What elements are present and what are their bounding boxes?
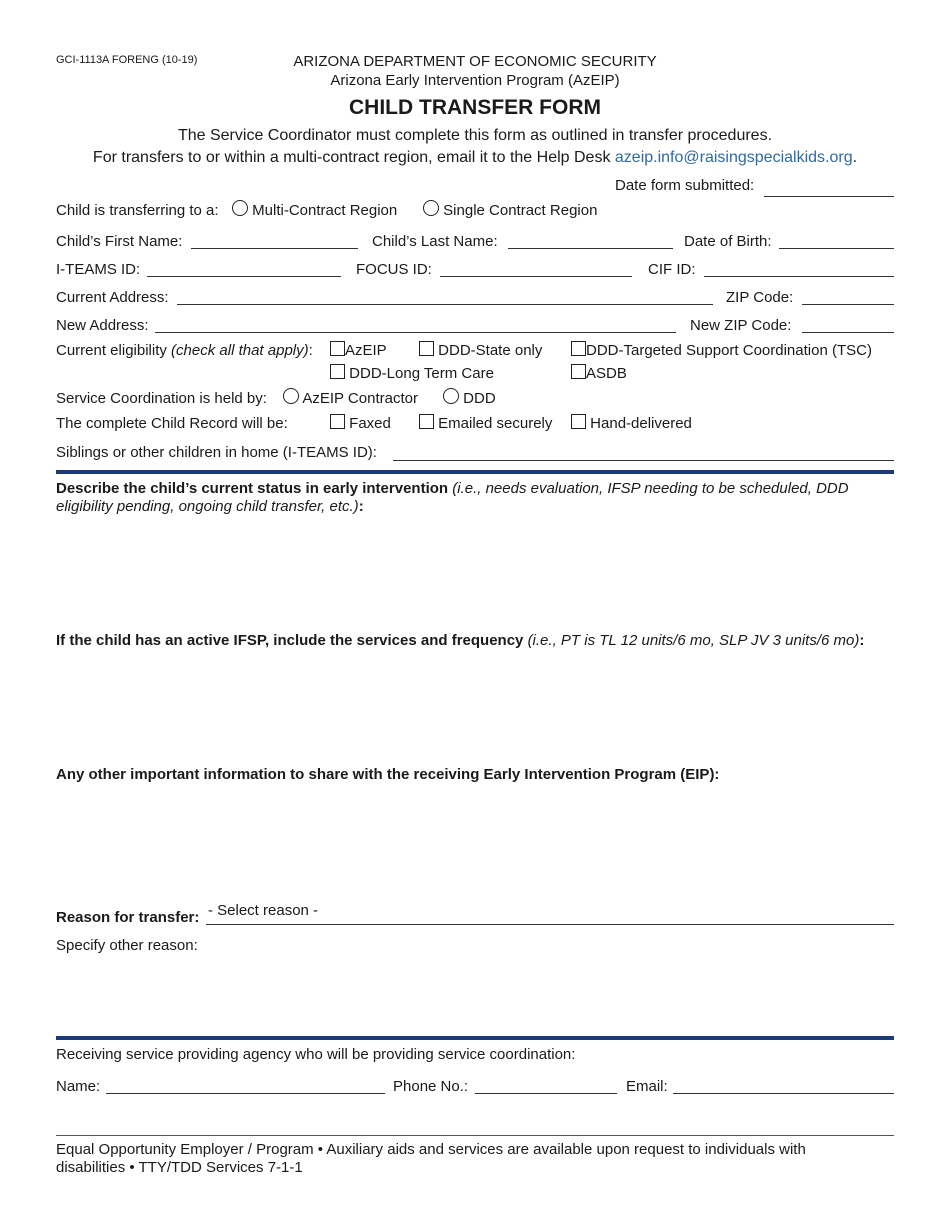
elig-asdb-checkbox[interactable] [571,364,586,379]
dob-field[interactable] [779,248,894,249]
helpdesk-email-link[interactable]: azeip.info@raisingspecialkids.org [614,149,853,166]
multi-contract-option[interactable]: Multi-Contract Region [232,200,397,219]
single-contract-option[interactable]: Single Contract Region [423,200,597,219]
multi-contract-radio[interactable] [232,200,248,216]
first-name-label: Child’s First Name: [56,233,183,250]
dob-label: Date of Birth: [684,233,772,250]
elig-ddd-ltc-option[interactable]: DDD-Long Term Care [330,364,494,382]
elig-azeip-checkbox[interactable] [330,341,345,356]
date-submitted-field[interactable] [764,196,894,197]
other-info-prompt: Any other important information to share with the receiving Early Intervention Program (EIP): [56,766,720,783]
new-zip-field[interactable] [802,332,894,333]
elig-asdb-option[interactable]: ASDB [571,364,627,382]
instructions-line2: For transfers to or within a multi-contract region, email it to the Help Desk azeip.info@raisingspecialkids.org. [92,149,858,166]
status-prompt-line1: Describe the child’s current status in early intervention (i.e., needs evaluation, IFSP needing to be scheduled, DDD [56,480,849,497]
receiving-email-label: Email: [626,1078,668,1095]
new-address-field[interactable] [155,332,676,333]
sc-ddd-option[interactable]: DDD [443,388,496,407]
transferring-to-label: Child is transferring to a: [56,202,219,219]
focus-id-field[interactable] [440,276,632,277]
zip-field[interactable] [802,304,894,305]
record-label: The complete Child Record will be: [56,415,288,432]
sc-azeip-option[interactable]: AzEIP Contractor [283,388,418,407]
siblings-label: Siblings or other children in home (I-TEAMS ID): [56,444,377,461]
form-title: CHILD TRANSFER FORM [349,96,601,119]
receiving-name-label: Name: [56,1078,101,1095]
sc-held-by-label: Service Coordination is held by: [56,390,267,407]
receiving-phone-label: Phone No.: [393,1078,469,1095]
last-name-label: Child’s Last Name: [372,233,498,250]
rec-faxed-option[interactable]: Faxed [330,414,391,432]
instructions-line1: The Service Coordinator must complete this form as outlined in transfer procedures. [177,127,773,144]
single-contract-radio[interactable] [423,200,439,216]
status-prompt-line2: eligibility pending, ongoing child transfer, etc.): [56,498,364,515]
iteams-id-field[interactable] [147,276,341,277]
receiving-phone-field[interactable] [475,1093,617,1094]
cif-id-label: CIF ID: [648,261,696,278]
iteams-id-label: I-TEAMS ID: [56,261,141,278]
reason-underline [206,924,894,925]
footer-line1: Equal Opportunity Employer / Program • Auxiliary aids and services are available upon request to individuals with [56,1141,806,1158]
new-address-label: New Address: [56,317,149,334]
first-name-field[interactable] [191,248,358,249]
receiving-intro: Receiving service providing agency who will be providing service coordination: [56,1046,576,1063]
current-address-field[interactable] [177,304,713,305]
siblings-field[interactable] [393,460,894,461]
rec-faxed-checkbox[interactable] [330,414,345,429]
elig-ddd-tsc-option[interactable]: DDD-Targeted Support Coordination (TSC) [571,341,872,359]
cif-id-field[interactable] [704,276,894,277]
rec-emailed-checkbox[interactable] [419,414,434,429]
footer-line2: disabilities • TTY/TDD Services 7-1-1 [56,1159,303,1176]
elig-ddd-state-checkbox[interactable] [419,341,434,356]
rec-hand-checkbox[interactable] [571,414,586,429]
specify-other-label: Specify other reason: [56,937,198,954]
receiving-email-field[interactable] [673,1093,894,1094]
other-info-input-area[interactable] [56,788,894,893]
rec-hand-option[interactable]: Hand-delivered [571,414,692,432]
sc-ddd-radio[interactable] [443,388,459,404]
elig-ddd-ltc-checkbox[interactable] [330,364,345,379]
zip-label: ZIP Code: [726,289,794,306]
ifsp-input-area[interactable] [56,654,894,759]
section-divider-2 [56,1036,894,1040]
focus-id-label: FOCUS ID: [356,261,432,278]
date-submitted-label: Date form submitted: [615,177,755,194]
eligibility-label: Current eligibility (check all that apply): [56,342,313,359]
elig-ddd-state-option[interactable]: DDD-State only [419,341,542,359]
elig-ddd-tsc-checkbox[interactable] [571,341,586,356]
reason-dropdown[interactable]: - Select reason - [208,902,319,919]
receiving-name-field[interactable] [106,1093,385,1094]
section-divider [56,470,894,474]
footer-divider [56,1135,894,1136]
form-code: GCI-1113A FORENG (10-19) [56,54,198,66]
program-name: Arizona Early Intervention Program (AzEIP) [330,72,620,89]
elig-azeip-option[interactable]: AzEIP [330,341,387,359]
sc-azeip-radio[interactable] [283,388,299,404]
current-address-label: Current Address: [56,289,169,306]
status-input-area[interactable] [56,520,894,625]
new-zip-label: New ZIP Code: [690,317,792,334]
rec-emailed-option[interactable]: Emailed securely [419,414,552,432]
last-name-field[interactable] [508,248,673,249]
agency-name: ARIZONA DEPARTMENT OF ECONOMIC SECURITY [293,53,657,70]
ifsp-prompt: If the child has an active IFSP, include the services and frequency (i.e., PT is TL 12 units/6 mo, SLP JV 3 units/6 mo): [56,632,865,649]
reason-label: Reason for transfer: [56,909,200,926]
specify-other-input-area[interactable] [56,958,894,1030]
